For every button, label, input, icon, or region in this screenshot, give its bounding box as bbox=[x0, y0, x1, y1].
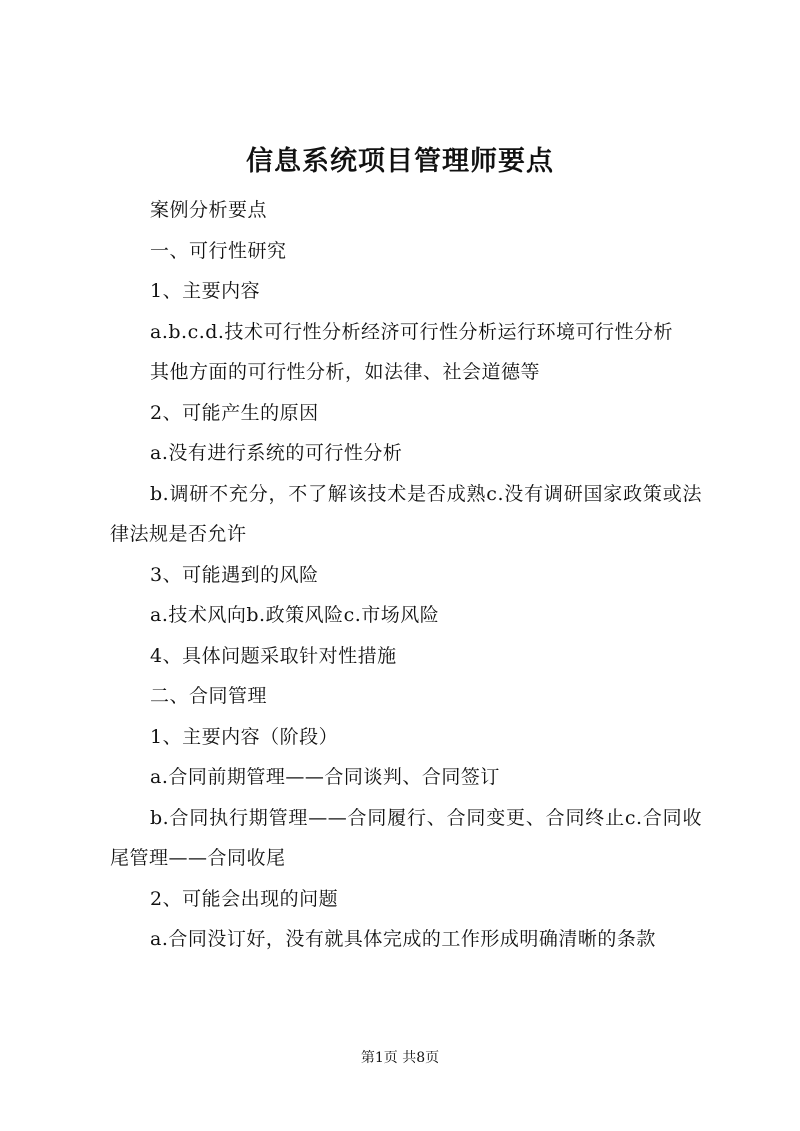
paragraph-2: 一、可行性研究 bbox=[150, 239, 287, 262]
paragraph-7: a.没有进行系统的可行性分析 bbox=[150, 442, 403, 464]
paragraph-8: b.调研不充分，不了解该技术是否成熟c.没有调研国家政策或法律法规是否允许 bbox=[110, 482, 702, 545]
paragraph-16: 2、可能会出现的问题 bbox=[150, 887, 339, 910]
paragraph-3: 1、主要内容 bbox=[150, 280, 261, 302]
paragraph-6: 2、可能产生的原因 bbox=[150, 401, 319, 424]
paragraph-5: 其他方面的可行性分析，如法律、社会道德等 bbox=[150, 361, 541, 383]
page-footer: 第1页 共8页 bbox=[360, 1050, 440, 1066]
paragraph-14: a.合同前期管理——合同谈判、合同签订 bbox=[150, 766, 500, 788]
paragraph-11: 4、具体问题采取针对性措施 bbox=[150, 644, 397, 667]
paragraph-9: 3、可能遇到的风险 bbox=[150, 563, 319, 586]
paragraph-17: a.合同没订好，没有就具体完成的工作形成明确清晰的条款 bbox=[150, 928, 656, 950]
paragraph-15: b.合同执行期管理——合同履行、合同变更、合同终止c.合同收尾管理——合同收尾 bbox=[110, 806, 702, 869]
paragraph-4: a.b.c.d.技术可行性分析经济可行性分析运行环境可行性分析 bbox=[150, 320, 673, 343]
paragraph-1: 案例分析要点 bbox=[150, 199, 268, 221]
paragraph-10: a.技术风向b.政策风险c.市场风险 bbox=[150, 604, 440, 626]
document-body bbox=[110, 190, 702, 960]
document-title: 信息系统项目管理师要点 bbox=[246, 146, 554, 177]
paragraph-12: 二、合同管理 bbox=[150, 685, 268, 707]
paragraph-13: 1、主要内容（阶段） bbox=[150, 725, 339, 748]
